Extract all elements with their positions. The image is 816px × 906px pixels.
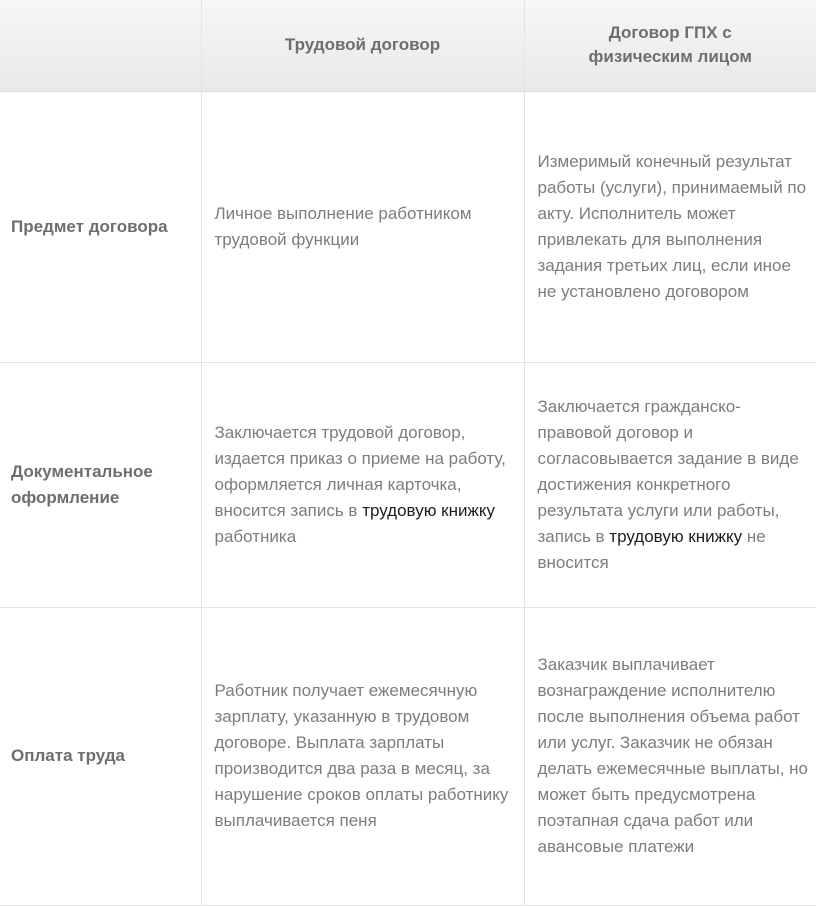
cell-gph-subject: Измеримый конечный результат работы (услуги), принимаемый по акту. Исполнитель может привлекать для выполнения задания третьих лиц, если иное не установлено договором [524,91,816,362]
header-gph-text: Договор ГПХ с физическим лицом [588,23,752,67]
cell-gph-payment: Заказчик выплачивает вознаграждение исполнителю после выполнения объема работ или услуг. Заказчик не обязан делать ежемесячные выплаты, но может быть предусмотрена поэтапная сдача работ или авансовые платежи [524,607,816,905]
cell-labor-subject: Личное выполнение работником трудовой функции [201,91,524,362]
employment-record-link[interactable]: трудовую книжку [362,500,495,520]
cell-labor-documents-text: Заключается трудовой договор, издается приказ о приеме на работу, оформляется личная карточка, вносится запись в [214,422,506,520]
header-empty-cell [0,0,201,91]
cell-labor-documents [201,362,524,607]
row-label-documents-text: Документальное оформление [11,461,153,507]
cell-labor-documents-tail: работника [214,526,297,546]
cell-gph-documents [524,362,816,607]
table-row [0,362,816,607]
cell-gph-documents-text: Заключается гражданско-правовой договор и согласовывается задание в виде достижения конкретного результата услуги или работы, запись в [537,396,799,546]
header-gph-contract [524,0,816,91]
table-row [0,607,816,905]
row-label-documents [0,362,201,607]
header-row [0,0,816,91]
row-label-subject: Предмет договора [0,91,201,362]
employment-record-link[interactable]: трудовую книжку [609,526,743,546]
row-label-payment: Оплата труда [0,607,201,905]
cell-labor-payment: Работник получает ежемесячную зарплату, указанную в трудовом договоре. Выплата зарплаты производится два раза в месяц, за нарушение сроков оплаты работнику выплачивается пеня [201,607,524,905]
header-labor-contract: Трудовой договор [201,0,524,91]
cell-gph-documents-tail: не вносится [537,526,766,572]
table-row [0,91,816,362]
